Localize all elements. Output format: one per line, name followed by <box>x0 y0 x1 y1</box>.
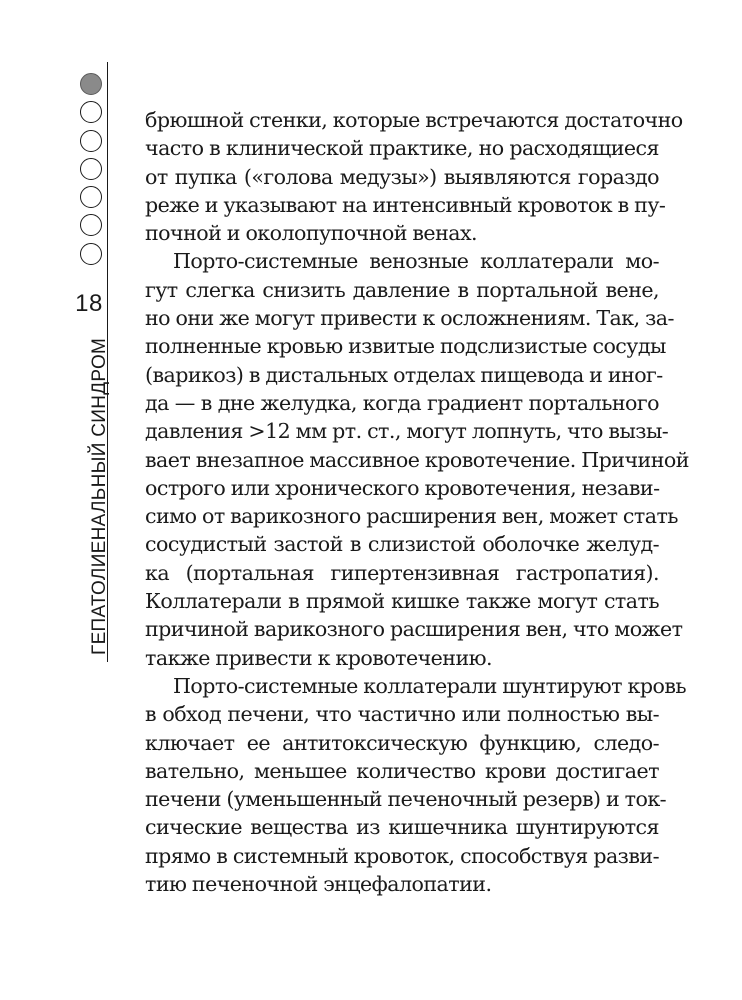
text-line: также привести к кровотечению. <box>145 645 493 670</box>
text-line: реже и указывают на интенсивный кровоток в пу- <box>145 192 666 217</box>
paragraph <box>145 247 689 671</box>
text-line: полненные кровью извитые подслизистые сосуды <box>145 334 666 359</box>
text-line: тию печеночной энцефалопатии. <box>145 872 492 897</box>
text-line: Коллатерали в прямой кишке также могут стать <box>145 589 659 614</box>
text-line: давления >12 мм рт. ст., могут лопнуть, что вызы- <box>145 419 669 444</box>
progress-dot <box>80 214 102 236</box>
progress-dot <box>80 101 102 123</box>
text-line: почной и околопупочной венах. <box>145 221 478 246</box>
text-line: сические вещества из кишечника шунтируются <box>145 815 659 840</box>
text-line: Порто-системные коллатерали шунтируют кровь <box>173 673 687 698</box>
text-line: вает внезапное массивное кровотечение. Причиной <box>145 447 689 472</box>
text-line: Порто-системные венозные коллатерали мо- <box>173 249 659 274</box>
body-text <box>145 106 689 898</box>
page-number: 18 <box>75 290 103 317</box>
paragraph <box>145 106 683 247</box>
running-section-title: ГЕПАТОЛИЕНАЛЬНЫЙ СИНДРОМ <box>89 337 110 655</box>
text-line: симо от варикозного расширения вен, может стать <box>145 504 678 529</box>
text-line: брюшной стенки, которые встречаются достаточно <box>145 108 683 132</box>
text-line: (варикоз) в дистальных отделах пищевода и иног- <box>145 362 663 387</box>
progress-dot <box>80 158 102 180</box>
text-line: острого или хронического кровотечения, незави- <box>145 475 660 500</box>
text-line: гут слегка снизить давление в портальной вене, <box>145 277 659 302</box>
text-line: часто в клинической практике, но расходящиеся <box>145 136 659 161</box>
text-line: вательно, меньшее количество крови достигает <box>145 758 659 783</box>
text-line: ка (портальная гипертензивная гастропатия). <box>145 560 659 585</box>
progress-dot <box>80 243 102 265</box>
text-line: но они же могут привести к осложнениям. Так, за- <box>145 306 674 331</box>
text-line: прямо в системный кровоток, способствуя разви- <box>145 843 659 868</box>
text-line: да — в дне желудка, когда градиент портального <box>145 390 659 415</box>
text-line: от пупка («голова медузы») выявляются гораздо <box>145 164 659 189</box>
chapter-progress-dots <box>80 73 106 271</box>
text-line: сосудистый застой в слизистой оболочке желуд- <box>145 532 659 557</box>
text-line: в обход печени, что частично или полностью вы- <box>145 702 659 727</box>
paragraph <box>145 672 687 898</box>
text-line: печени (уменьшенный печеночный резерв) и ток- <box>145 787 667 812</box>
text-line: причиной варикозного расширения вен, что может <box>145 617 683 642</box>
progress-dot <box>80 130 102 152</box>
text-line: ключает ее антитоксическую функцию, следо- <box>145 730 659 755</box>
progress-dot <box>80 186 102 208</box>
progress-dot <box>80 73 102 95</box>
